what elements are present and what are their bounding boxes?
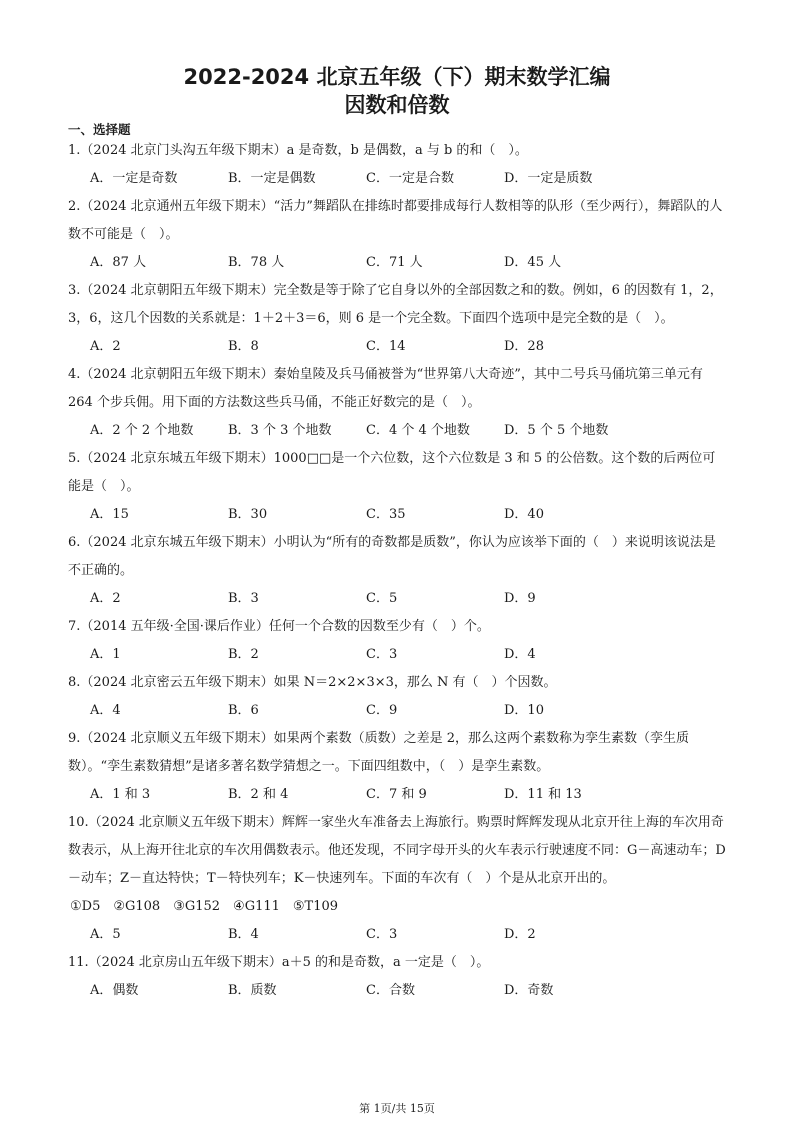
option-d: D．10 bbox=[504, 703, 544, 718]
option-row bbox=[68, 585, 726, 613]
option-d: D．9 bbox=[504, 591, 536, 606]
question-stem: 3.（2024 北京朝阳五年级下期末）完全数是等于除了它自身以外的全部因数之和的数。例如，6 的因数有 1，2，3，6，这几个因数的关系就是：1＋2＋3＝6，则 6 是一个完全数。下面四个选项中是完全数的是（ ）。 bbox=[68, 283, 723, 326]
page-number: 第 1页/共 15页 bbox=[359, 1102, 435, 1115]
question-stem: 5.（2024 北京东城五年级下期末）1000□□是一个六位数，这个六位数是 3 和 5 的公倍数。这个数的后两位可能是（ ）。 bbox=[68, 451, 716, 494]
option-d: D．4 bbox=[504, 647, 536, 662]
option-a: A．一定是奇数 bbox=[90, 171, 178, 186]
option-b: B．3 bbox=[228, 591, 259, 606]
option-d: D．11 和 13 bbox=[504, 787, 582, 802]
option-c: C．71 人 bbox=[366, 255, 423, 270]
option-c: C．35 bbox=[366, 507, 406, 522]
question-stem: 10.（2024 北京顺义五年级下期末）辉辉一家坐火车准备去上海旅行。购票时辉辉发现从北京开往上海的车次用奇数表示，从上海开往北京的车次用偶数表示。他还发现，不同字母开头的火车表示行驶速度不同：G－高速动车；D－动车；Z－直达特快；T－特快列车；K－快速列车。下面的车次有（ ）个是从北京开出的。 bbox=[68, 815, 726, 886]
question-stem: 1.（2024 北京门头沟五年级下期末）a 是奇数，b 是偶数，a 与 b 的和（ ）。 bbox=[68, 143, 528, 158]
question-stem: 9.（2024 北京顺义五年级下期末）如果两个素数（质数）之差是 2，那么这两个素数称为孪生素数（孪生质数）。“孪生素数猜想”是诸多著名数学猜想之一。下面四组数中，（ ）是孪生素数。 bbox=[68, 731, 690, 774]
option-a: A．1 bbox=[90, 647, 121, 662]
option-b: B．8 bbox=[228, 339, 259, 354]
question-stem: 4.（2024 北京朝阳五年级下期末）秦始皇陵及兵马俑被誉为“世界第八大奇迹”，其中二号兵马俑坑第三单元有 264 个步兵佣。用下面的方法数这些兵马俑，不能正好数完的是（ ）。 bbox=[68, 367, 703, 410]
option-d: D．28 bbox=[504, 339, 544, 354]
option-a: A．5 bbox=[90, 927, 121, 942]
option-c: C．3 bbox=[366, 927, 398, 942]
option-a: A．2 bbox=[90, 339, 121, 354]
option-a: A．87 人 bbox=[90, 255, 147, 270]
question-8 bbox=[68, 669, 726, 725]
option-c: C．14 bbox=[366, 339, 406, 354]
option-row bbox=[68, 333, 726, 361]
option-a: A．1 和 3 bbox=[90, 787, 151, 802]
option-row bbox=[68, 641, 726, 669]
train-number-list: ①D5 ②G108 ③G152 ④G111 ⑤T109 bbox=[70, 899, 339, 914]
option-row bbox=[68, 165, 726, 193]
question-9 bbox=[68, 725, 726, 809]
option-a: A．4 bbox=[90, 703, 121, 718]
question-4 bbox=[68, 361, 726, 445]
option-row bbox=[68, 977, 726, 1005]
option-row bbox=[68, 781, 726, 809]
option-a: A．2 个 2 个地数 bbox=[90, 423, 194, 438]
question-6 bbox=[68, 529, 726, 613]
question-1 bbox=[68, 137, 726, 193]
question-10 bbox=[68, 809, 726, 949]
section-heading: 一、选择题 bbox=[68, 122, 131, 137]
option-c: C．合数 bbox=[366, 983, 415, 998]
question-5 bbox=[68, 445, 726, 529]
option-b: B．6 bbox=[228, 703, 259, 718]
question-7 bbox=[68, 613, 726, 669]
option-c: C．7 和 9 bbox=[366, 787, 427, 802]
option-b: B．2 bbox=[228, 647, 259, 662]
option-a: A．偶数 bbox=[90, 983, 139, 998]
option-row bbox=[68, 249, 726, 277]
option-row bbox=[68, 501, 726, 529]
option-row bbox=[68, 697, 726, 725]
question-2 bbox=[68, 193, 726, 277]
option-a: A．2 bbox=[90, 591, 121, 606]
option-c: C．一定是合数 bbox=[366, 171, 454, 186]
option-c: C．3 bbox=[366, 647, 398, 662]
option-b: B．2 和 4 bbox=[228, 787, 289, 802]
option-b: B．30 bbox=[228, 507, 268, 522]
question-stem: 2.（2024 北京通州五年级下期末）“活力”舞蹈队在排练时都要排成每行人数相等的队形（至少两行），舞蹈队的人数不可能是（ ）。 bbox=[68, 199, 723, 242]
option-d: D．40 bbox=[504, 507, 544, 522]
option-a: A．15 bbox=[90, 507, 129, 522]
option-d: D．奇数 bbox=[504, 983, 554, 998]
question-stem: 8.（2024 北京密云五年级下期末）如果 N＝2×2×3×3，那么 N 有（ ）个因数。 bbox=[68, 675, 557, 690]
option-b: B．3 个 3 个地数 bbox=[228, 423, 332, 438]
option-b: B．一定是偶数 bbox=[228, 171, 316, 186]
question-stem: 6.（2024 北京东城五年级下期末）小明认为“所有的奇数都是质数”，你认为应该举下面的（ ）来说明该说法是不正确的。 bbox=[68, 535, 716, 578]
question-list bbox=[68, 137, 726, 1005]
option-d: D．5 个 5 个地数 bbox=[504, 423, 609, 438]
option-c: C．9 bbox=[366, 703, 398, 718]
option-b: B．质数 bbox=[228, 983, 277, 998]
question-11 bbox=[68, 949, 726, 1005]
question-stem: 7.（2014 五年级·全国·课后作业）任何一个合数的因数至少有（ ）个。 bbox=[68, 619, 490, 634]
option-b: B．78 人 bbox=[228, 255, 285, 270]
option-c: C．5 bbox=[366, 591, 398, 606]
option-row bbox=[68, 417, 726, 445]
option-d: D．45 人 bbox=[504, 255, 562, 270]
document-title: 2022-2024 北京五年级（下）期末数学汇编 bbox=[183, 65, 611, 89]
question-3 bbox=[68, 277, 726, 361]
option-c: C．4 个 4 个地数 bbox=[366, 423, 470, 438]
option-d: D．2 bbox=[504, 927, 536, 942]
option-d: D．一定是质数 bbox=[504, 171, 593, 186]
option-row bbox=[68, 921, 726, 949]
document-subtitle: 因数和倍数 bbox=[344, 93, 450, 117]
option-b: B．4 bbox=[228, 927, 259, 942]
question-stem: 11.（2024 北京房山五年级下期末）a＋5 的和是奇数，a 一定是（ ）。 bbox=[68, 955, 490, 970]
